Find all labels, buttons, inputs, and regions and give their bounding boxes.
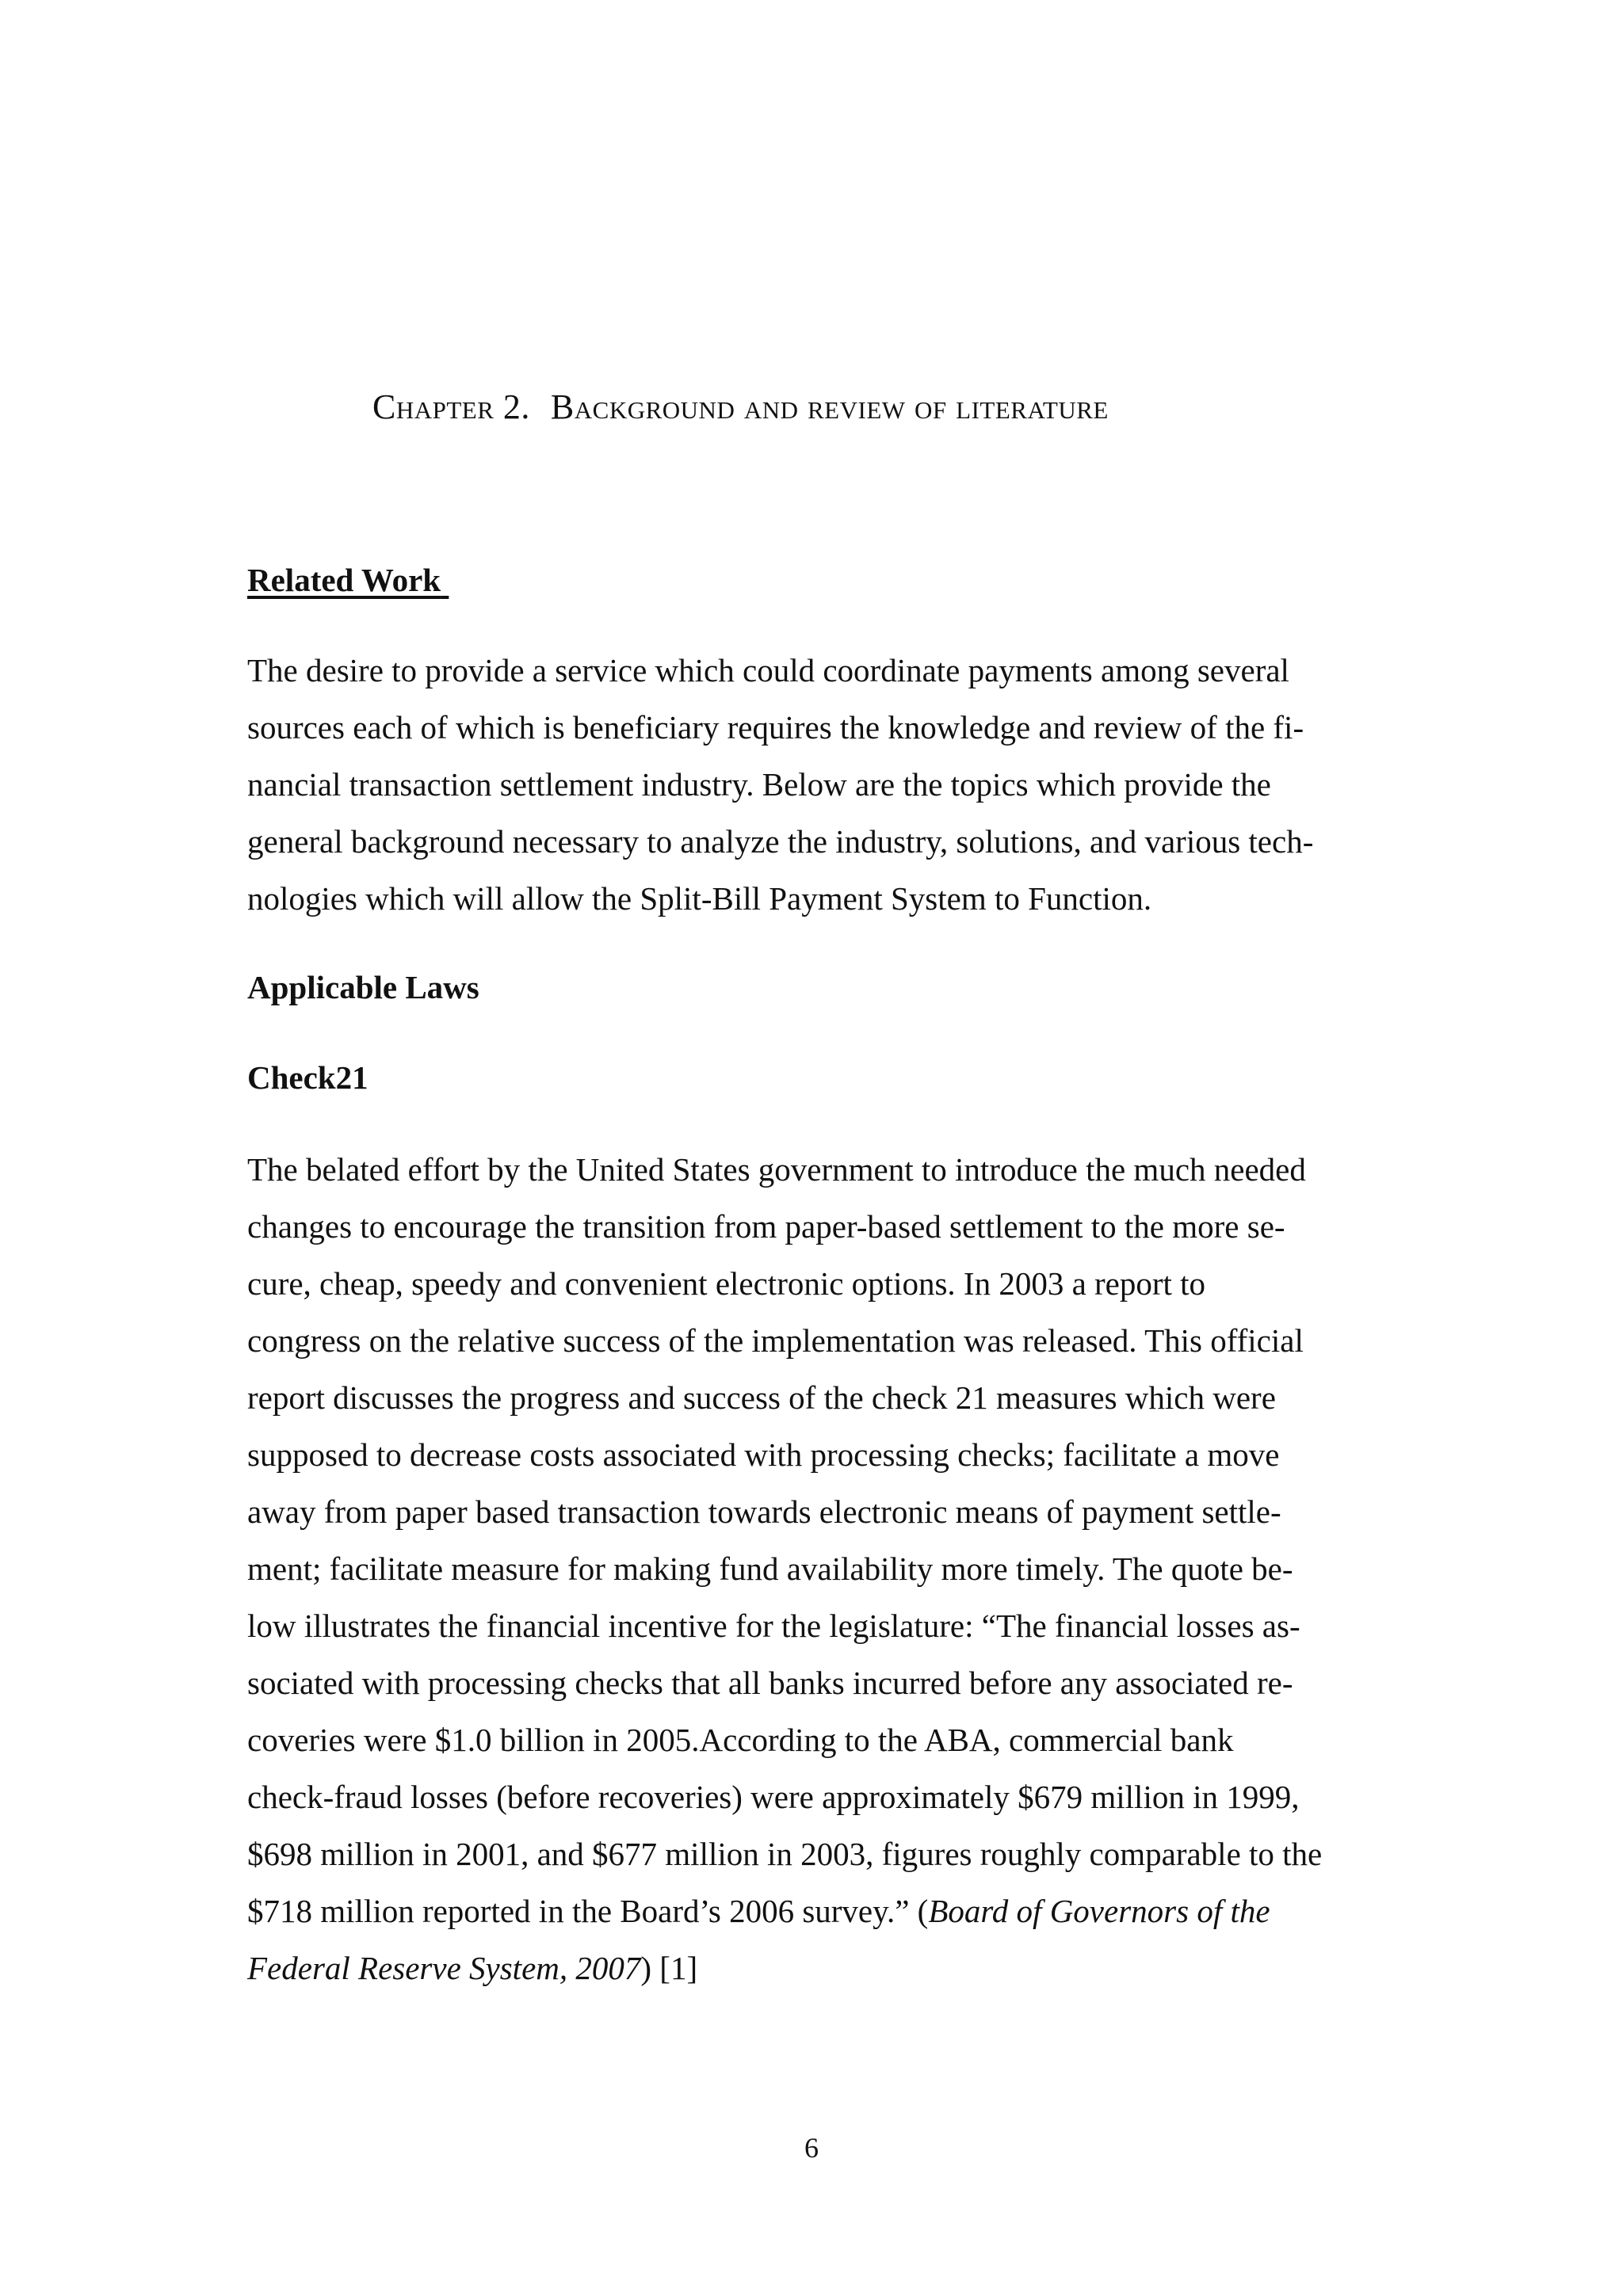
paragraph-line-with-citation xyxy=(247,1882,1349,1939)
reference-marker: ) [1] xyxy=(640,1950,698,1986)
citation-text: Board of Governors of the xyxy=(928,1893,1270,1929)
check21-paragraph xyxy=(247,1141,1349,1997)
line-text: $718 million reported in the Board’s 2006 survey.” ( xyxy=(247,1893,929,1929)
paragraph-line: The desire to provide a service which could coordinate payments among several xyxy=(247,652,1289,688)
paragraph-line: $698 million in 2001, and $677 million in 2003, figures roughly comparable to the xyxy=(247,1836,1323,1872)
paragraph-line: away from paper based transaction towards electronic means of payment settle- xyxy=(247,1493,1281,1530)
paragraph-line: nancial transaction settlement industry. Below are the topics which provide the xyxy=(247,766,1271,803)
paragraph-line: congress on the relative success of the implementation was released. This official xyxy=(247,1322,1304,1359)
paragraph-line: low illustrates the financial incentive for the legislature: “The financial losses as- xyxy=(247,1608,1300,1644)
related-work-paragraph xyxy=(247,642,1349,927)
chapter-title xyxy=(372,387,1109,427)
paragraph-line: report discusses the progress and success of the check 21 measures which were xyxy=(247,1379,1276,1416)
paragraph-line: nologies which will allow the Split-Bill Payment System to Function. xyxy=(247,880,1152,917)
paragraph-line: sources each of which is beneficiary requires the knowledge and review of the fi- xyxy=(247,709,1304,746)
page-number: 6 xyxy=(804,2132,819,2164)
paragraph-line: supposed to decrease costs associated with processing checks; facilitate a move xyxy=(247,1436,1280,1473)
paragraph-line: coveries were $1.0 billion in 2005.According to the ABA, commercial bank xyxy=(247,1722,1234,1758)
chapter-number-label: Chapter 2. xyxy=(372,387,530,426)
paragraph-line: changes to encourage the transition from paper-based settlement to the more se- xyxy=(247,1208,1285,1245)
paragraph-line: check-fraud losses (before recoveries) were approximately $679 million in 1999, xyxy=(247,1779,1300,1815)
applicable-laws-heading: Applicable Laws xyxy=(247,969,479,1005)
paragraph-line: ment; facilitate measure for making fund availability more timely. The quote be- xyxy=(247,1550,1293,1587)
paragraph-line: The belated effort by the United States government to introduce the much needed xyxy=(247,1151,1306,1188)
citation-text: Federal Reserve System, 2007 xyxy=(247,1950,641,1986)
paragraph-line-with-citation xyxy=(247,1939,1349,1997)
paragraph-line: sociated with processing checks that all banks incurred before any associated re- xyxy=(247,1665,1293,1701)
paragraph-line: cure, cheap, speedy and convenient electronic options. In 2003 a report to xyxy=(247,1265,1206,1302)
related-work-heading: Related Work xyxy=(247,562,441,598)
check21-heading: Check21 xyxy=(247,1059,369,1096)
paragraph-line: general background necessary to analyze the industry, solutions, and various tech- xyxy=(247,823,1314,860)
chapter-title-text: Background and review of literature xyxy=(550,387,1109,426)
